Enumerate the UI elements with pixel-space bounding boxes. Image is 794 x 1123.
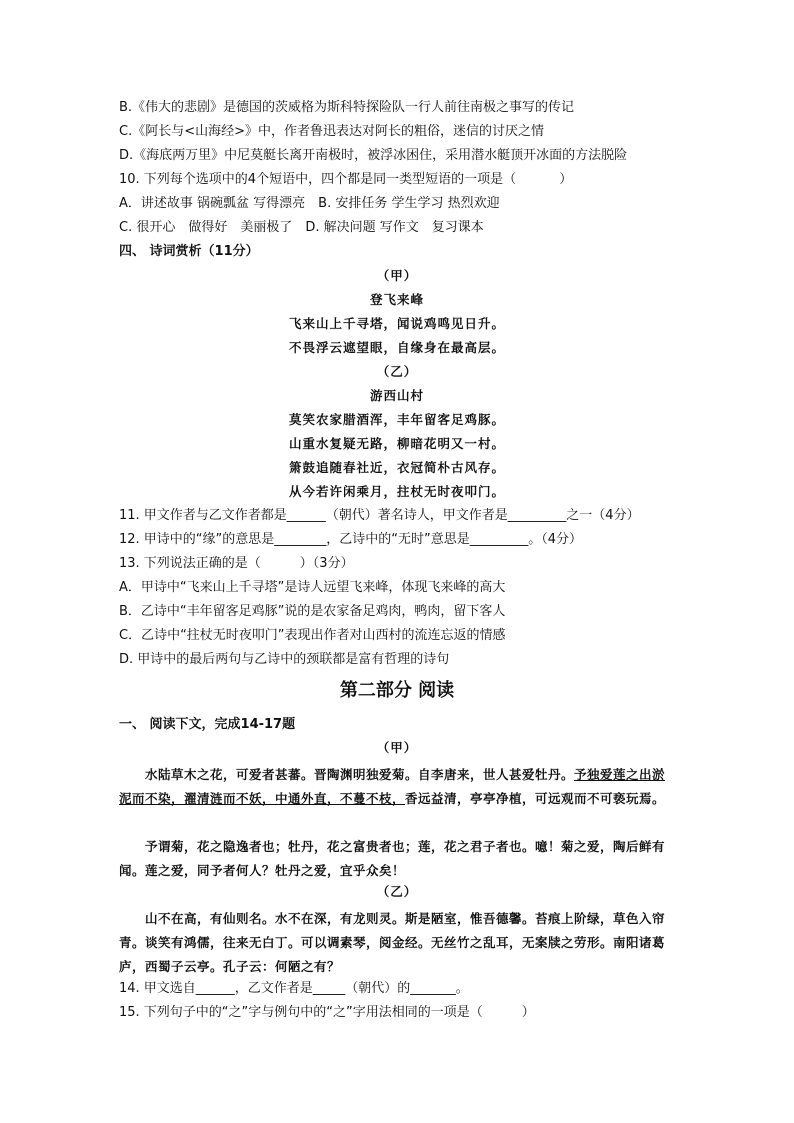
poem-yi-label: （乙） [376,364,418,379]
poem-yi-title: 游西山村 [369,388,424,403]
q13-option-d: D. 甲诗中的最后两句与乙诗中的颈联都是富有哲理的诗句 [119,652,450,667]
poem-jia-line: 不畏浮云遮望眼，自缘身在最高层。 [288,340,505,355]
text-jia-paragraph-1 [119,763,675,811]
poem-jia-title: 登飞来峰 [369,292,424,307]
q9-option-c: C.《阿长与<山海经>》中，作者鲁迅表达对阿长的粗俗，迷信的讨厌之情 [119,124,544,139]
q11: 11. 甲文作者与乙文作者都是______（朝代）著名诗人，甲文作者是_________之一（4分） [119,508,640,523]
text-jia-label: （甲） [376,740,418,755]
poem-yi-line: 山重水复疑无路，柳暗花明又一村。 [288,436,505,451]
q10-stem: 10. 下列每个选项中的4个短语中，四个都是同一类型短语的一项是（ ） [119,172,573,187]
text-jia-p1-start: 水陆草木之花，可爱者甚蕃。晋陶渊明独爱菊。自李唐来，世人甚爱牡丹。 [145,767,575,782]
text-yi-paragraph: 山不在高，有仙则名。水不在深，有龙则灵。斯是陋室，惟吾德馨。苔痕上阶绿，草色入帘青。谈笑有鸿儒，往来无白丁。可以调素琴，阅金经。无丝竹之乱耳，无案牍之劳形。南阳诸葛庐，西蜀子云亭。孔子云：何陋之有？ [119,911,666,974]
q12: 12. 甲诗中的“缘”的意思是________，乙诗中的“无时”意思是_________。（4分） [119,532,583,547]
q15-stem: 15. 下列句子中的“之”字与例句中的“之”字用法相同的一项是（ ） [119,1005,535,1020]
part-2-heading: 第二部分 阅读 [339,680,455,701]
q13-option-b: B．乙诗中“丰年留客足鸡豚”说的是农家备足鸡肉，鸭肉，留下客人 [119,604,506,619]
q10-options-ab: A．讲述故事 锅碗瓢盆 写得漂亮 B. 安排任务 学生学习 热烈欢迎 [119,196,500,211]
poem-yi-line: 从今若许闲乘月，拄杖无时夜叩门。 [288,484,505,499]
text-yi-label: （乙） [376,884,418,899]
q9-option-d: D.《海底两万里》中尼莫艇长离开南极时，被浮冰困住，采用潜水艇顶开冰面的方法脱险 [119,148,628,163]
text-jia-p1-underlined: 予独爱莲之出淤泥而不染，濯清涟而不妖，中通外直，不蔓不枝， [119,767,666,806]
reading-1-title: 一、 阅读下文，完成14-17题 [119,717,296,732]
q13-option-c: C．乙诗中“拄杖无时夜叩门”表现出作者对山西村的流连忘返的情感 [119,628,506,643]
q10-options-cd: C. 很开心 做得好 美丽极了 D. 解决问题 写作文 复习课本 [119,220,484,235]
poem-jia-label: （甲） [376,268,418,283]
poem-yi-line: 莫笑农家腊酒浑，丰年留客足鸡豚。 [288,412,505,427]
section-4-title: 四、 诗词赏析（11分） [119,244,259,259]
q9-option-b: B.《伟大的悲剧》是德国的茨威格为斯科特探险队一行人前往南极之事写的传记 [119,100,575,115]
poem-yi-line: 箫鼓追随春社近，衣冠简朴古风存。 [288,460,505,475]
text-jia-paragraph-2: 予谓菊，花之隐逸者也；牡丹，花之富贵者也；莲，花之君子者也。噫！菊之爱，陶后鲜有闻。莲之爱，同予者何人？牡丹之爱，宜乎众矣！ [119,839,666,878]
q14: 14. 甲文选自______，乙文作者是_____（朝代）的_______。 [119,981,469,996]
poem-jia-line: 飞来山上千寻塔，闻说鸡鸣见日升。 [288,316,505,331]
text-jia-p1-end: 香远益清，亭亭净植，可远观而不可亵玩焉。 [405,791,666,806]
q13-stem: 13. 下列说法正确的是（ ）（3分） [119,556,354,571]
q13-option-a: A．甲诗中“飞来山上千寻塔”是诗人远望飞来峰，体现飞来峰的高大 [119,580,506,595]
